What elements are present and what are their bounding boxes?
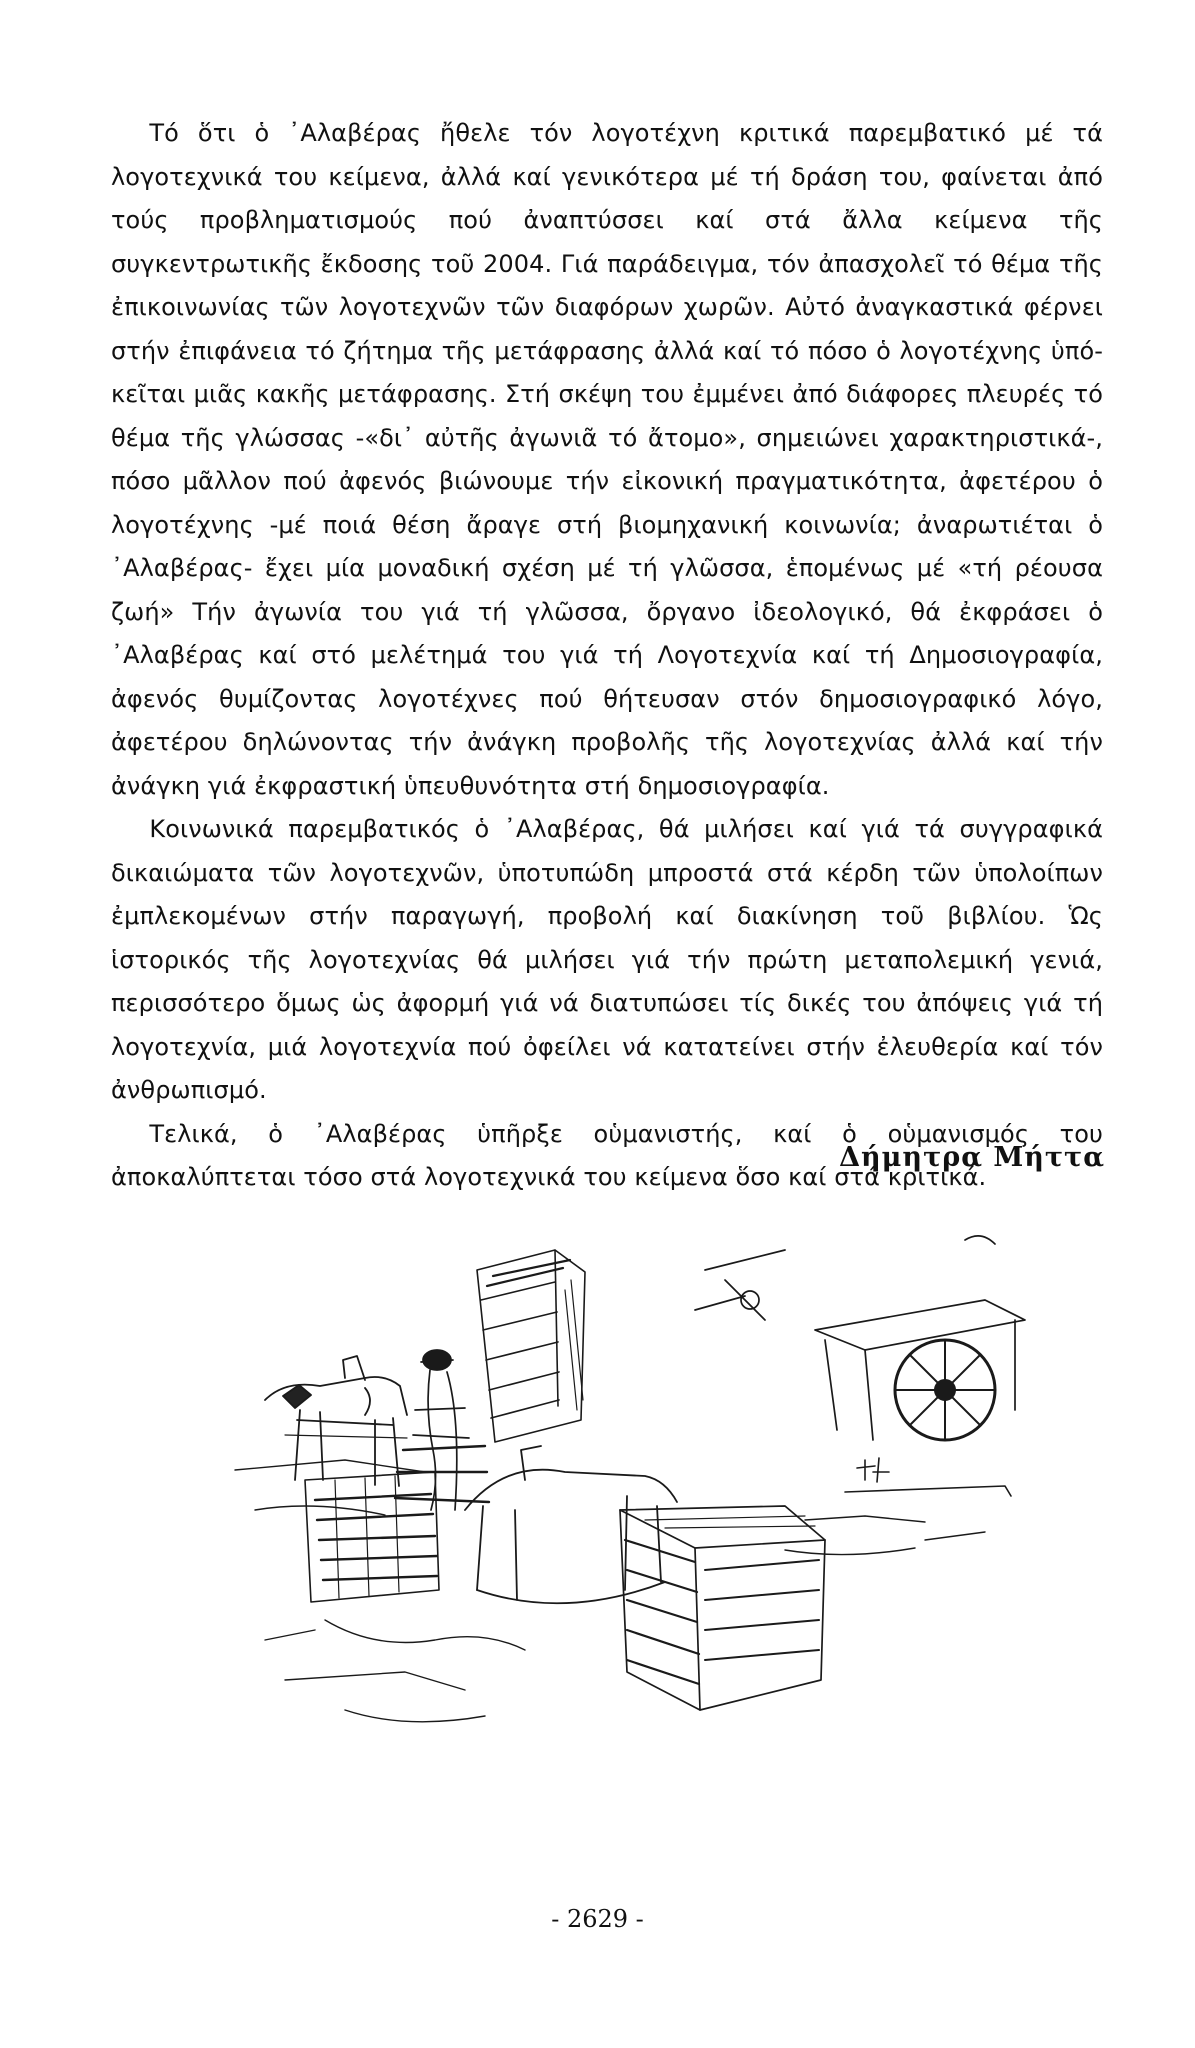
paragraph-2: Κοινωνικά παρεμβατικός ὁ ᾿Αλαβέρας, θά μιλήσει καί γιά τά συγγραφικά δικαιώματα τῶν λογοτεχνῶν, ὑποτυπώδη μπροστά στά κέρδη τῶν ὑπολοίπων ἐμπλεκομένων στήν παραγωγή, προβολή καί διακίνηση τοῦ βιβλίου. Ὡς ἱστορικός τῆς λογοτεχνίας θά μιλήσει γιά τήν πρώτη μεταπολεμική γενιά, περισσότερο ὅμως ὡς ἀφορμή γιά νά διατυπώσει τίς δικές του ἀπόψεις γιά τή λογοτεχνία, μιά λογοτεχνία πού ὀφείλει νά κατατείνει στήν ἐλευθερία καί τόν ἀνθρωπισμό. bbox=[111, 815, 1103, 1104]
sketch-figure bbox=[395, 1350, 489, 1510]
sketch-cart bbox=[695, 1236, 1025, 1440]
sketch-rocking-animal bbox=[465, 1446, 677, 1603]
paragraph-1: Τό ὅτι ὁ ᾿Αλαβέρας ἤθελε τόν λογοτέχνη κριτικά παρεμβατικό μέ τά λογοτεχνικά του κείμενα, ἀλλά καί γενικότερα μέ τή δράση του, φαίνεται ἀπό τούς προβληματισμούς πού ἀναπτύσσει καί στά ἄλλα κείμενα τῆς συγκεντρωτικῆς ἔκδοσης τοῦ 2004. Γιά παράδειγμα, τόν ἀπασχολεῖ τό θέμα τῆς ἐπικοινωνίας τῶν λογοτεχνῶν τῶν διαφόρων χωρῶν. Αὐτό ἀναγκαστικά φέρνει στήν ἐπιφάνεια τό ζήτημα τῆς μετάφρασης ἀλλά καί τό πόσο ὁ λογοτέχνης ὑπό-κεῖται μιᾶς κακῆς μετάφρασης. Στή σκέψη του ἐμμένει ἀπό διάφορες πλευρές τό θέμα τῆς γλώσσας -«δι᾿ αὐτῆς ἀγωνιᾶ τό ἄτομο», σημειώνει χαρακτηριστικά-, πόσο μᾶλλον πού ἀφενός βιώνουμε τήν εἰκονική πραγματικότητα, ἀφετέρου ὁ λογοτέχνης -μέ ποιά θέση ἄραγε στή βιομηχανική κοινωνία; ἀναρωτιέται ὁ ᾿Αλαβέρας- ἔχει μία μοναδική σχέση μέ τή γλῶσσα, ἑπομένως μέ «τή ρέουσα ζωή» Τήν ἀγωνία του γιά τή γλῶσσα, ὄργανο ἰδεολογικό, θά ἐκφράσει ὁ ᾿Αλαβέρας καί στό μελέτημά του γιά τή Λογοτεχνία καί τή Δημοσιογραφία, ἀφενός θυμίζοντας λογοτέχνες πού θήτευσαν στόν δημοσιογραφικό λόγο, ἀφετέρου δηλώνοντας τήν ἀνάγκη προβολῆς τῆς λογοτεχνίας ἀλλά καί τήν ἀνάγκη γιά ἐκφραστική ὑπευθυνότητα στή δημοσιογραφία. bbox=[111, 119, 1103, 800]
sketch-wheel bbox=[895, 1340, 995, 1440]
body-text bbox=[111, 112, 1103, 1200]
sketch-initials bbox=[845, 1458, 1011, 1496]
page-number: - 2629 - bbox=[551, 1905, 644, 1933]
sketch-left-block bbox=[305, 1472, 439, 1602]
sketch-box-crate bbox=[620, 1506, 825, 1710]
sketch-ground-scribbles bbox=[265, 1620, 525, 1722]
author-signature: Δήμητρα Μήττα bbox=[839, 1142, 1105, 1173]
paragraph-3: Τελικά, ὁ ᾿Αλαβέρας ὑπῆρξε οὑμανιστής, καί ὁ οὑμανισμός του ἀποκαλύπτεται τόσο στά λογοτεχνικά του κείμενα ὅσο καί στά κριτικά. bbox=[111, 1119, 1103, 1191]
pen-sketch-illustration bbox=[225, 1210, 1085, 1790]
sketch-tall-crate bbox=[477, 1250, 585, 1442]
